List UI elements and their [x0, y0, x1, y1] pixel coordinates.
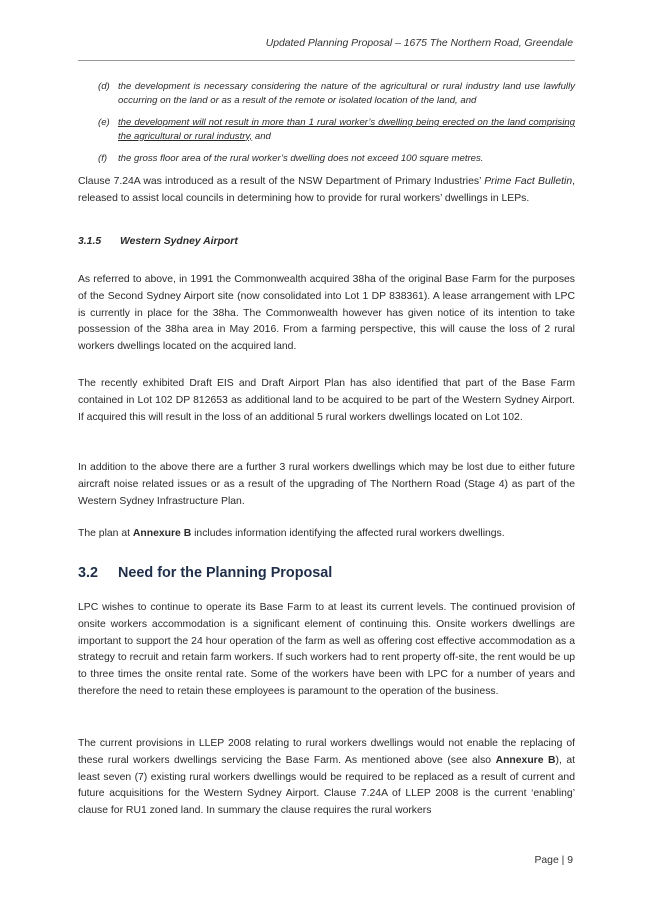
body-paragraph: The recently exhibited Draft EIS and Draft Airport Plan has also identified that part of the Base Farm contained in Lot 102 DP 812653 as additional land to be acquired to be part of the Western Sydney Airport. If acquired this will result in the loss of an additional 5 rural workers dwellings located on Lot 102. — [78, 378, 575, 423]
annexure-text-tail: includes information identifying the affected rural workers dwellings. — [191, 528, 505, 539]
annexure-text: The plan at — [78, 528, 133, 539]
paragraph-text: The current provisions in LLEP 2008 relating to rural workers dwellings would not enable the replacing of these rural workers dwellings servicing the Base Farm. As mentioned above (see also — [78, 738, 575, 766]
section-number: 3.2 — [78, 565, 99, 581]
header-divider — [78, 60, 575, 61]
annexure-paragraph — [78, 526, 575, 543]
list-text: the gross floor area of the rural worker’s dwelling does not exceed 100 square metres. — [118, 153, 484, 164]
underlined-text: the development will not result in more than 1 rural worker’s dwelling being erected on the land comprising the agricultural or rural industry, — [118, 117, 575, 142]
list-item-f — [98, 152, 575, 166]
annexure-reference: Annexure B — [495, 754, 556, 766]
list-text-tail: and — [252, 130, 271, 142]
page-number: Page | 9 — [534, 855, 573, 866]
list-label: (f) — [98, 153, 108, 164]
paragraph-text-tail: ), at least seven (7) existing rural workers dwellings would be required to be replaced as a result of current and future acquisitions for the Western Sydney Airport. Clause 7.24A of LLEP 2008 is the current ‘enabling’ clause for RU1 zoned land. In summary the clause requires the rural workers — [78, 754, 575, 817]
list-label: (e) — [98, 117, 110, 128]
publication-title: Prime Fact Bulletin — [484, 176, 573, 187]
body-paragraph: As referred to above, in 1991 the Commonwealth acquired 38ha of the original Base Farm for the purposes of the Second Sydney Airport site (now consolidated into Lot 1 DP 838361). A lease arrangement with LPC is currently in place for the 38ha. The Commonwealth however has given notice of its intention to take possession of the 38ha area in May 2016. From a farming perspective, this will cause the loss of 2 rural workers dwellings located on the acquired land. — [78, 274, 575, 353]
list-text: the development is necessary considering the nature of the agricultural or rural industry land use lawfully occurring on the land or as a result of the remote or isolated location of the land, and — [118, 81, 575, 106]
body-paragraph: In addition to the above there are a further 3 rural workers dwellings which may be lost due to either future aircraft noise related issues or as a result of the upgrading of The Northern Road (Stage 4) as part of the Western Sydney Infrastructure Plan. — [78, 462, 575, 507]
annexure-reference: Annexure B — [132, 528, 192, 539]
clause-paragraph — [78, 174, 575, 208]
list-text — [118, 116, 575, 143]
section-heading-3-2 — [78, 565, 332, 581]
running-header: Updated Planning Proposal – 1675 The Northern Road, Greendale — [265, 38, 573, 49]
list-item-e — [98, 116, 575, 143]
body-paragraph — [78, 736, 575, 820]
section-title: Western Sydney Airport — [120, 236, 238, 247]
body-paragraph: LPC wishes to continue to operate its Base Farm to at least its current levels. The continued provision of onsite workers accommodation is a significant element of continuing this. Onsite workers dwellings are important to support the 24 hour operation of the farm as well as offering cost effective accommodation as a strategy to recruit and retain farm workers. If such workers had to rent property off-site, the rent would be up to three times the onsite rental rate. Some of the workers have been with LPC for a number of years and therefore the need to retain these employees is paramount to the operation of the business. — [78, 602, 575, 697]
section-title: Need for the Planning Proposal — [118, 565, 333, 581]
list-item-d — [98, 80, 575, 107]
clause-text: Clause 7.24A was introduced as a result of the NSW Department of Primary Industries’ — [78, 176, 485, 187]
list-label: (d) — [98, 81, 110, 92]
clause-text-tail: , released to assist local councils in determining how to provide for rural workers’ dwellings in LEPs. — [78, 176, 575, 204]
section-number: 3.1.5 — [78, 236, 102, 247]
section-heading-3-1-5 — [78, 236, 238, 247]
